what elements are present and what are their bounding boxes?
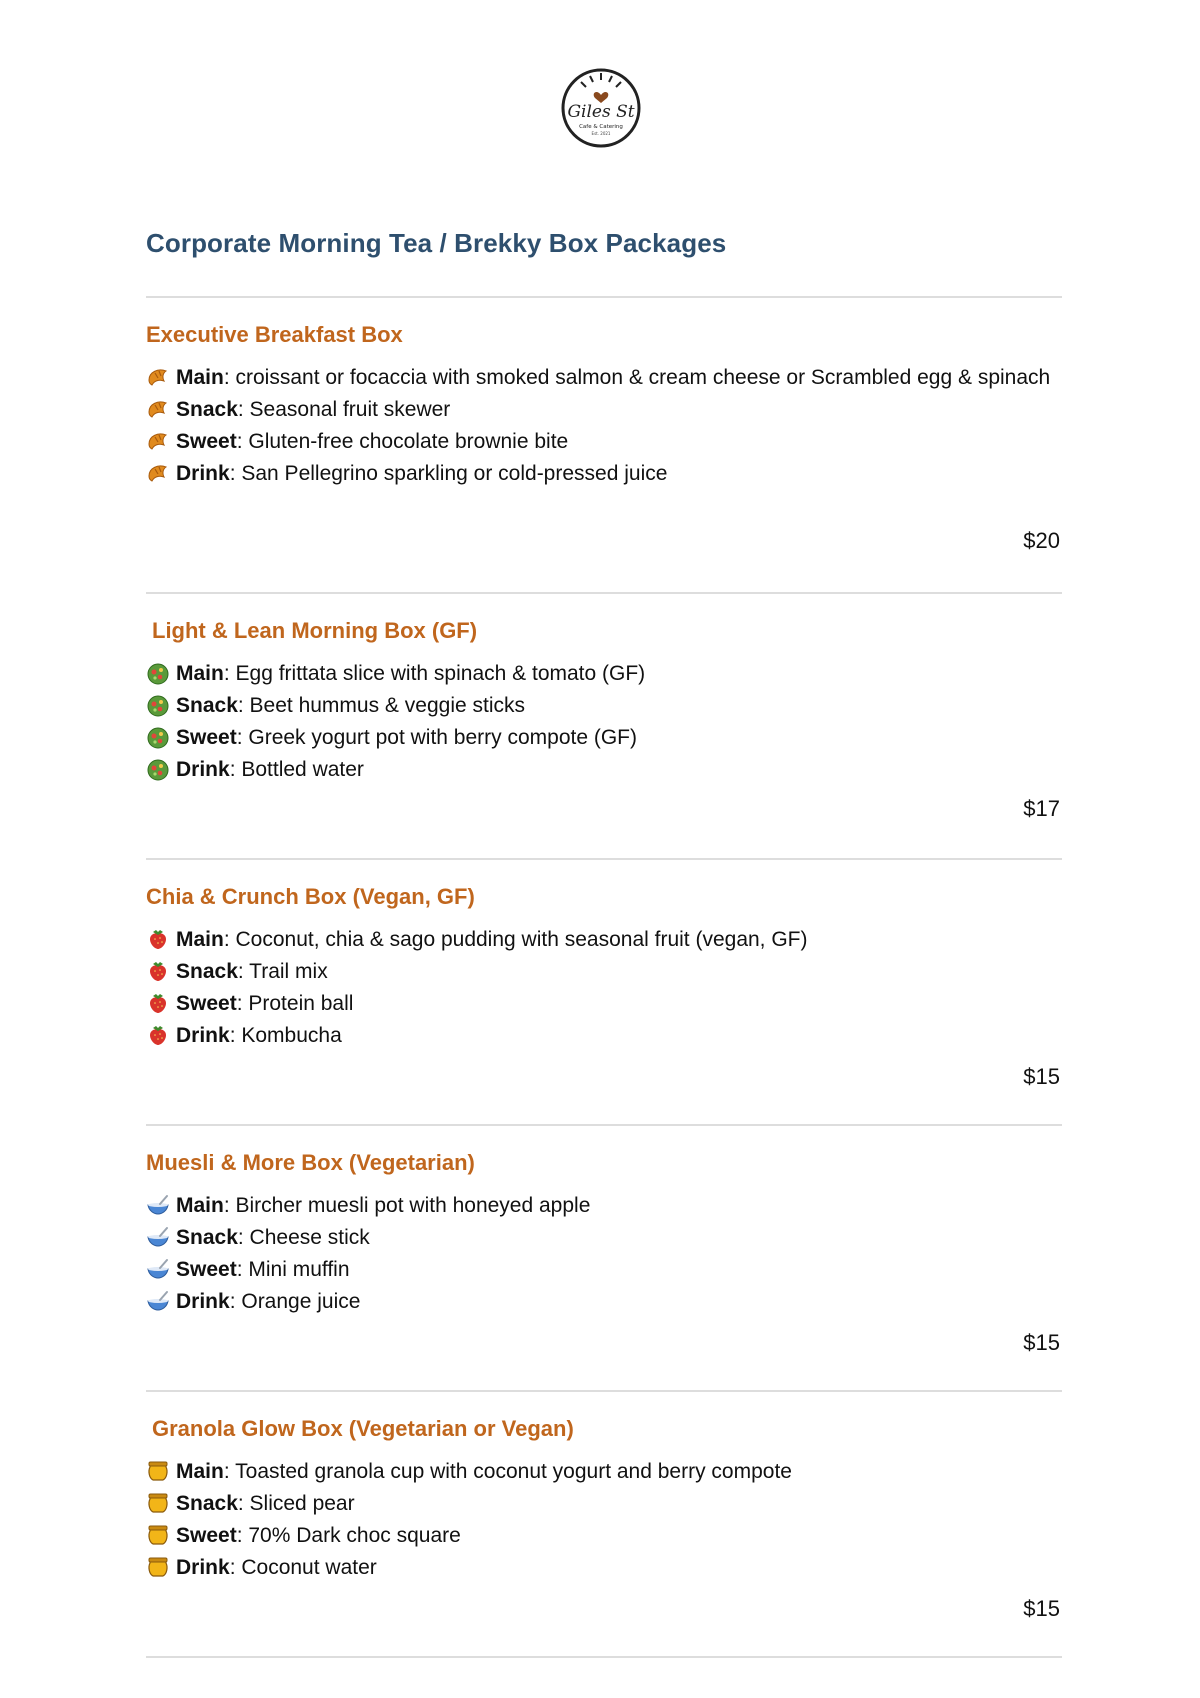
item-label: Sweet — [176, 430, 237, 453]
item-text: : Kombucha — [229, 1024, 342, 1047]
price: $20 — [1023, 528, 1060, 553]
item-label: Main — [176, 1194, 224, 1217]
item-label: Sweet — [176, 726, 237, 749]
item-label: Drink — [176, 1024, 230, 1047]
item-label: Drink — [176, 1290, 230, 1313]
item-label: Main — [176, 1460, 224, 1483]
logo-tagline: Cafe & Catering — [579, 124, 623, 130]
list-item — [146, 988, 1062, 1020]
list-item — [146, 394, 1062, 426]
salad-icon — [146, 693, 170, 717]
item-label: Sweet — [176, 1258, 237, 1281]
box-section-executive-breakfast — [146, 320, 1062, 553]
divider — [146, 1656, 1062, 1658]
item-label: Snack — [176, 960, 238, 983]
box-section-granola-glow — [146, 1414, 1062, 1621]
item-text: : 70% Dark choc square — [236, 1524, 461, 1547]
item-text: : Coconut, chia & sago pudding with seasonal fruit (vegan, GF) — [223, 928, 808, 951]
croissant-icon — [146, 461, 170, 485]
item-label: Main — [176, 366, 224, 389]
strawberry-icon — [146, 991, 170, 1015]
item-label: Drink — [176, 1556, 230, 1579]
logo-name: Giles St — [567, 102, 635, 122]
item-text: : Sliced pear — [237, 1492, 355, 1515]
section-title: Light & Lean Morning Box (GF) — [152, 618, 478, 643]
section-title: Executive Breakfast Box — [146, 322, 403, 347]
divider — [146, 296, 1062, 298]
list-item — [146, 1020, 1062, 1052]
box-section-chia-crunch — [146, 882, 1062, 1089]
item-text: : Cheese stick — [237, 1226, 370, 1249]
logo-est: Est. 2021 — [591, 131, 611, 136]
strawberry-icon — [146, 1023, 170, 1047]
list-item — [146, 1190, 1062, 1222]
item-text: : Orange juice — [229, 1290, 361, 1313]
croissant-icon — [146, 365, 170, 389]
item-text: : Mini muffin — [236, 1258, 350, 1281]
item-text: : Seasonal fruit skewer — [237, 398, 451, 421]
logo — [558, 65, 644, 151]
item-list — [146, 924, 1062, 1052]
item-list — [146, 362, 1062, 490]
price: $15 — [1023, 1064, 1060, 1089]
list-item — [146, 1520, 1062, 1552]
section-title: Chia & Crunch Box (Vegan, GF) — [146, 884, 475, 909]
croissant-icon — [146, 397, 170, 421]
item-text: : Coconut water — [229, 1556, 377, 1579]
section-title: Muesli & More Box (Vegetarian) — [146, 1150, 475, 1175]
divider — [146, 1124, 1062, 1126]
honey-pot-icon — [146, 1459, 170, 1483]
salad-icon — [146, 757, 170, 781]
logo-emblem — [558, 65, 644, 151]
item-label: Drink — [176, 758, 230, 781]
item-label: Sweet — [176, 992, 237, 1015]
list-item — [146, 956, 1062, 988]
item-text: : San Pellegrino sparkling or cold-pressed juice — [229, 462, 668, 485]
salad-icon — [146, 661, 170, 685]
item-label: Snack — [176, 694, 238, 717]
list-item — [146, 1222, 1062, 1254]
section-title: Granola Glow Box (Vegetarian or Vegan) — [152, 1416, 574, 1441]
strawberry-icon — [146, 927, 170, 951]
list-item — [146, 1286, 1062, 1318]
salad-icon — [146, 725, 170, 749]
list-item — [146, 1552, 1062, 1584]
list-item — [146, 658, 1062, 690]
price: $17 — [1023, 796, 1060, 821]
bowl-icon — [146, 1225, 170, 1249]
bowl-icon — [146, 1193, 170, 1217]
divider — [146, 592, 1062, 594]
divider — [146, 858, 1062, 860]
strawberry-icon — [146, 959, 170, 983]
bowl-icon — [146, 1257, 170, 1281]
item-text: : Greek yogurt pot with berry compote (GF) — [236, 726, 638, 749]
item-text: : Trail mix — [237, 960, 328, 983]
item-text: : Bircher muesli pot with honeyed apple — [223, 1194, 591, 1217]
list-item — [146, 1254, 1062, 1286]
item-list — [146, 658, 1062, 786]
box-section-muesli-more — [146, 1148, 1062, 1355]
item-list — [146, 1456, 1062, 1584]
item-label: Main — [176, 928, 224, 951]
price: $15 — [1023, 1596, 1060, 1621]
price: $15 — [1023, 1330, 1060, 1355]
item-text: : Bottled water — [229, 758, 364, 781]
item-label: Snack — [176, 398, 238, 421]
item-label: Main — [176, 662, 224, 685]
list-item — [146, 924, 1062, 956]
item-list — [146, 1190, 1062, 1318]
item-label: Snack — [176, 1492, 238, 1515]
list-item — [146, 458, 1062, 490]
divider — [146, 1390, 1062, 1392]
page-title: Corporate Morning Tea / Brekky Box Packages — [146, 228, 727, 258]
item-label: Drink — [176, 462, 230, 485]
honey-pot-icon — [146, 1555, 170, 1579]
item-text: : Gluten-free chocolate brownie bite — [236, 430, 569, 453]
croissant-icon — [146, 429, 170, 453]
item-text: : croissant or focaccia with smoked salmon & cream cheese or Scrambled egg & spinach — [223, 366, 1051, 389]
list-item — [146, 690, 1062, 722]
list-item — [146, 1456, 1062, 1488]
item-text: : Protein ball — [236, 992, 354, 1015]
item-text: : Egg frittata slice with spinach & tomato (GF) — [223, 662, 646, 685]
item-text: : Toasted granola cup with coconut yogurt and berry compote — [223, 1460, 792, 1483]
item-label: Sweet — [176, 1524, 237, 1547]
list-item — [146, 362, 1062, 394]
list-item — [146, 722, 1062, 754]
box-section-light-lean — [146, 616, 1062, 821]
list-item — [146, 1488, 1062, 1520]
list-item — [146, 426, 1062, 458]
item-label: Snack — [176, 1226, 238, 1249]
bowl-icon — [146, 1289, 170, 1313]
honey-pot-icon — [146, 1491, 170, 1515]
item-text: : Beet hummus & veggie sticks — [237, 694, 525, 717]
honey-pot-icon — [146, 1523, 170, 1547]
list-item — [146, 754, 1062, 786]
